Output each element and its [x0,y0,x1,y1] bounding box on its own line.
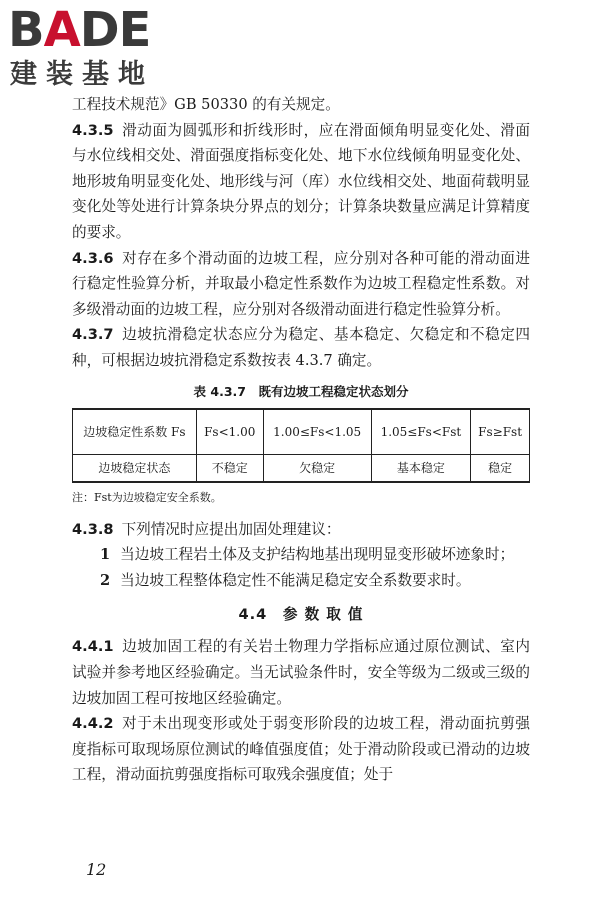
site-logo [8,2,178,94]
clause-4-3-7 [72,322,530,373]
item-number: 2 [100,571,111,589]
table-cell: Fs≥Fst [471,409,530,455]
clause-number: 4.3.6 [72,249,114,267]
paragraph-continuation: 工程技术规范》GB 50330 的有关规定。 [72,96,340,113]
table-caption: 表 4.3.7 既有边坡工程稳定状态划分 [193,383,409,399]
table-cell: 边坡稳定状态 [73,454,197,482]
document-body [72,92,530,788]
table-cell: 基本稳定 [371,454,471,482]
clause-4-3-6 [72,246,530,323]
clause-text: 边坡加固工程的有关岩土物理力学指标应通过原位测试、室内试验并参考地区经验确定。当无试验条件时，安全等级为二级或三级的边坡加固工程可按地区经验确定。 [72,638,530,707]
logo-subtitle: 建装基地 [10,59,154,90]
item-number: 1 [100,546,111,564]
clause-number: 4.3.8 [72,520,114,538]
item-text: 当边坡工程岩土体及支护结构地基出现明显变形破坏迹象时； [120,546,515,564]
clause-number: 4.3.7 [72,326,114,344]
clause-4-4-2 [72,711,530,788]
table-cell: 1.00≤Fs<1.05 [263,409,371,455]
table-row [73,409,530,455]
list-item [72,568,530,594]
logo-de: DE [79,2,151,58]
clause-text: 对于未出现变形或处于弱变形阶段的边坡工程，滑动面抗剪强度指标可取现场原位测试的峰值强度值；处于滑动阶段或已滑动的边坡工程，滑动面抗剪强度指标可取残余强度值；处于 [72,715,530,784]
table-cell: 欠稳定 [263,454,371,482]
stability-table [72,408,530,483]
item-text: 当边坡工程整体稳定性不能满足稳定安全系数要求时。 [120,571,471,589]
page-number: 12 [86,860,107,879]
section-heading: 4.4 参 数 取 值 [238,606,364,624]
logo-a-triangle: A [43,2,80,58]
table-cell: 不稳定 [196,454,263,482]
table-cell: 边坡稳定性系数 Fs [73,409,197,455]
clause-4-3-5 [72,118,530,246]
clause-text: 滑动面为圆弧形和折线形时，应在滑面倾角明显变化处、滑面与水位线相交处、滑面强度指标变化处、地下水位线倾角明显变化处、地形坡角明显变化处、地形线与河（库）水位线相交处、地面荷载明显变化处等处进行计算条块分界点的划分；计算条块数量应满足计算精度的要求。 [72,121,530,241]
logo-b: B [8,2,44,58]
clause-text: 下列情况时应提出加固处理建议： [121,520,341,538]
clause-number: 4.4.2 [72,715,114,733]
table-cell: 1.05≤Fs<Fst [371,409,471,455]
clause-text: 边坡抗滑稳定状态应分为稳定、基本稳定、欠稳定和不稳定四种，可根据边坡抗滑稳定系数按表 4.3.7 确定。 [72,326,530,369]
table-cell: 稳定 [471,454,530,482]
table-note: 注：Fst为边坡稳定安全系数。 [72,490,222,504]
clause-text: 对存在多个滑动面的边坡工程，应分别对各种可能的滑动面进行稳定性验算分析，并取最小稳定性系数作为边坡工程稳定性系数。对多级滑动面的边坡工程，应分别对各级滑动面进行稳定性验算分析。 [72,249,530,318]
list-item [72,542,530,568]
logo-wordmark [8,2,150,58]
clause-4-3-8 [72,517,530,543]
table-row [73,454,530,482]
clause-number: 4.4.1 [72,638,114,656]
clause-4-4-1 [72,634,530,711]
table-cell: Fs<1.00 [196,409,263,455]
clause-number: 4.3.5 [72,121,114,139]
